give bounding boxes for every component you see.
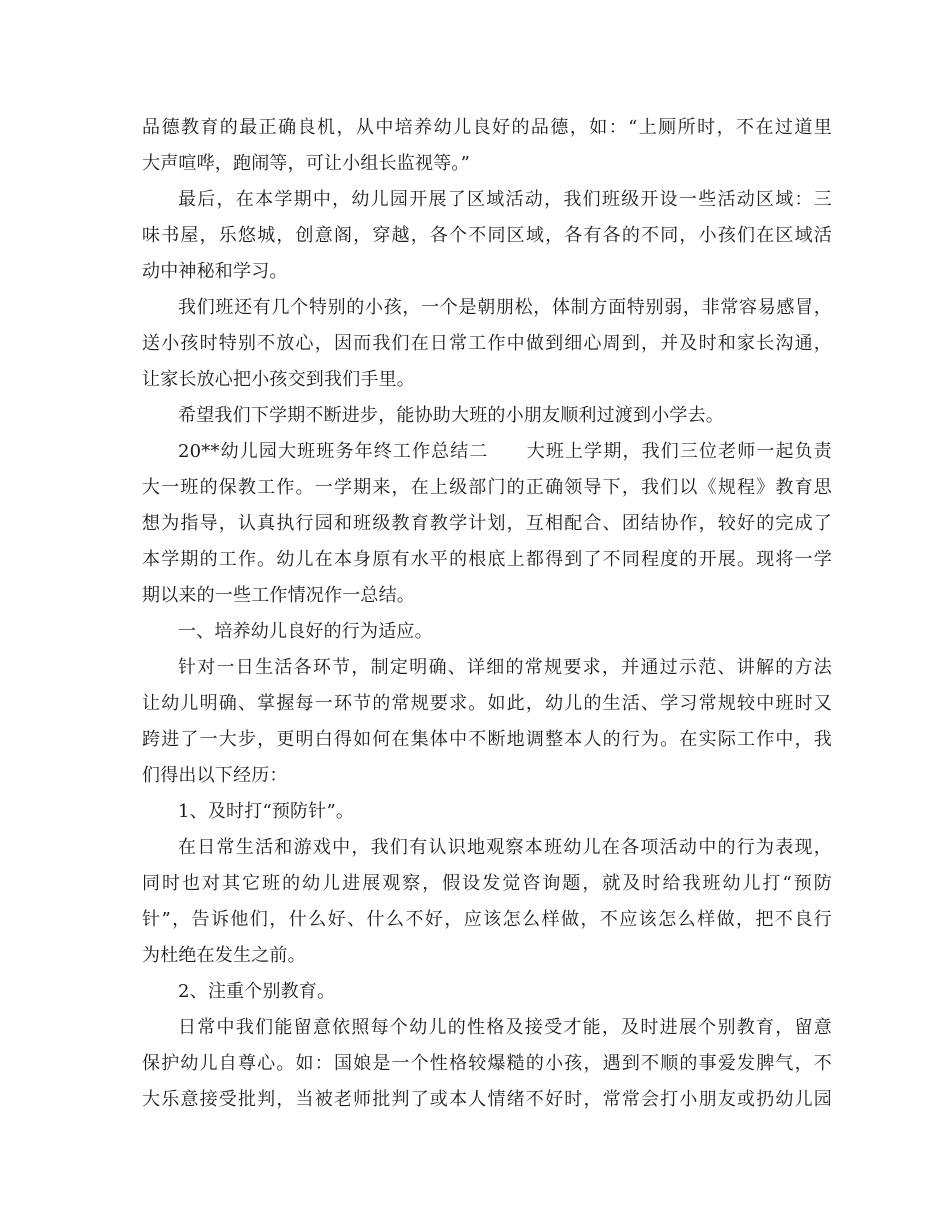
- text-line: 20**幼儿园大班班务年终工作总结二 大班上学期，我们三位老师一起负责: [178, 441, 832, 462]
- text-line: 送小孩时特别不放心，因而我们在日常工作中做到细心周到，并及时和家长沟通，: [142, 333, 832, 354]
- text-line: 跨进了一大步，更明白得如何在集体中不断地调整本人的行为。在实际工作中，我: [142, 729, 832, 750]
- text-line: 最后，在本学期中，幼儿园开展了区域活动，我们班级开设一些活动区域：三: [178, 189, 832, 210]
- text-line: 品德教育的最正确良机，从中培养幼儿良好的品德，如：“上厕所时，不在过道里: [142, 117, 832, 138]
- text-line: 在日常生活和游戏中，我们有认识地观察本班幼儿在各项活动中的行为表现，: [178, 837, 832, 858]
- text-line: 大乐意接受批判，当被老师批判了或本人情绪不好时，常常会打小朋友或扔幼儿园: [142, 1089, 832, 1110]
- text-line: 大一班的保教工作。一学期来，在上级部门的正确领导下，我们以《规程》教育思: [142, 477, 832, 498]
- text-line: 保护幼儿自尊心。如：国娘是一个性格较爆糙的小孩，遇到不顺的事爱发脾气，不: [142, 1053, 832, 1074]
- text-line: 们得出以下经历：: [142, 765, 288, 786]
- text-line: 希望我们下学期不断进步，能协助大班的小朋友顺利过渡到小学去。: [178, 405, 724, 426]
- text-line: 想为指导，认真执行园和班级教育教学计划，互相配合、团结协作，较好的完成了: [142, 513, 832, 534]
- subsection-heading: 2、注重个别教育。: [178, 981, 336, 1002]
- text-line: 味书屋，乐悠城，创意阁，穿越，各个不同区域，各有各的不同，小孩们在区域活: [142, 225, 832, 246]
- text-line: 让家长放心把小孩交到我们手里。: [142, 369, 415, 390]
- text-line: 针”，告诉他们，什么好、什么不好，应该怎么样做，不应该怎么样做，把不良行: [142, 909, 832, 930]
- text-line: 大声喧哗，跑闹等，可让小组长监视等。”: [142, 153, 471, 174]
- text-line: 为杜绝在发生之前。: [142, 945, 306, 966]
- text-line: 日常中我们能留意依照每个幼儿的性格及接受才能，及时进展个别教育，留意: [178, 1017, 832, 1038]
- text-line: 针对一日生活各环节，制定明确、详细的常规要求，并通过示范、讲解的方法: [178, 657, 832, 678]
- text-line: 动中神秘和学习。: [142, 261, 288, 282]
- text-line: 期以来的一些工作情况作一总结。: [142, 585, 415, 606]
- text-line: 我们班还有几个特别的小孩，一个是朝朋松，体制方面特别弱，非常容易感冒，: [178, 297, 832, 318]
- section-heading: 一、培养幼儿良好的行为适应。: [178, 621, 433, 642]
- text-line: 同时也对其它班的幼儿进展观察，假设发觉咨询题，就及时给我班幼儿打“预防: [142, 873, 832, 894]
- text-line: 让幼儿明确、掌握每一环节的常规要求。如此，幼儿的生活、学习常规较中班时又: [142, 693, 832, 714]
- subsection-heading: 1、及时打“预防针”。: [178, 801, 355, 822]
- text-line: 本学期的工作。幼儿在本身原有水平的根底上都得到了不同程度的开展。现将一学: [142, 549, 832, 570]
